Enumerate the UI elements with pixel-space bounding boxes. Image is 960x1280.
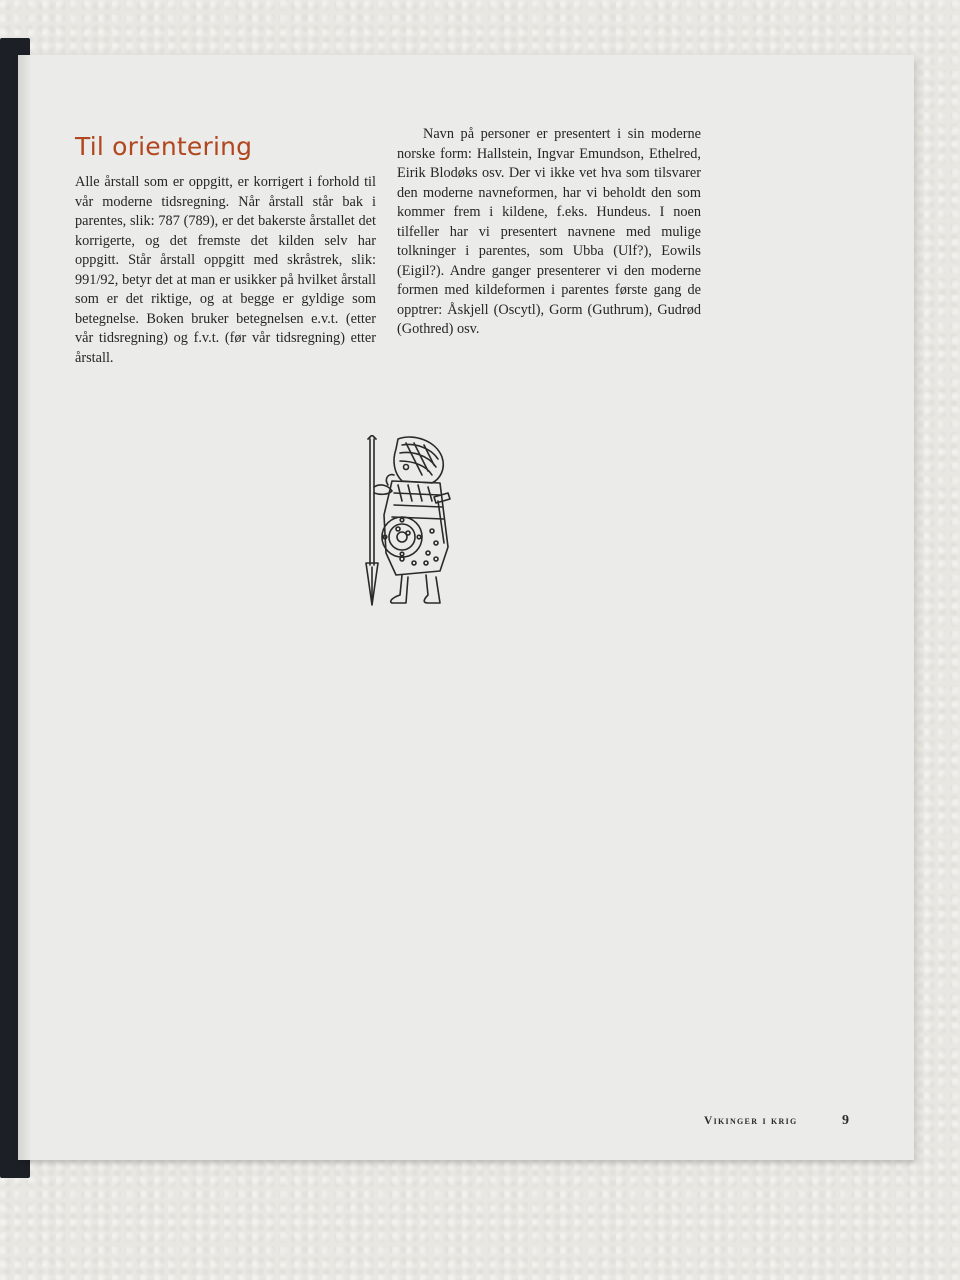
right-paragraph: Navn på personer er presentert i sin moderne norske form: Hallstein, Ingvar Emundson, Ethelred, Eirik Blodøks osv. Der vi ikke vet hva som tilsvarer den moderne navneformen, har vi beholdt den som kommer frem i kildene, f.eks. Hundeus. I noen tilfeller har vi presentert navnene med mulige tolkninger i parentes, som Ubba (Ulf?), Eowils (Eigil?). Andre ganger presenterer vi den moderne formen med kildeformen i parentes første gang de opptrer: Åskjell (Oscytl), Gorm (Guthrum), Gudrød (Gothred) osv. bbox=[397, 126, 701, 337]
page-footer bbox=[18, 1115, 914, 1135]
page-number: 9 bbox=[842, 1113, 849, 1128]
viking-warrior-illustration bbox=[336, 435, 452, 607]
section-heading: Til orientering bbox=[75, 132, 253, 161]
left-paragraph: Alle årstall som er oppgitt, er korrigert i forhold til vår moderne tidsregning. Når årstall står bak i parentes, slik: 787 (789), er det bakerste årstallet det korrigerte, og det fremste det kilden selv har oppgitt. Står årstall oppgitt med skråstrek, slik: 991/92, betyr det at man er usikker på hvilket årstall som er det riktige, og at begge er gyldige som betegnelse. Boken bruker betegnelsen e.v.t. (etter vår tidsregning) og f.v.t. (før vår tidsregning) etter årstall. bbox=[75, 174, 376, 366]
book-page bbox=[18, 55, 914, 1160]
page-gutter-shadow bbox=[18, 55, 32, 1160]
running-title: Vikinger i krig bbox=[704, 1115, 798, 1127]
